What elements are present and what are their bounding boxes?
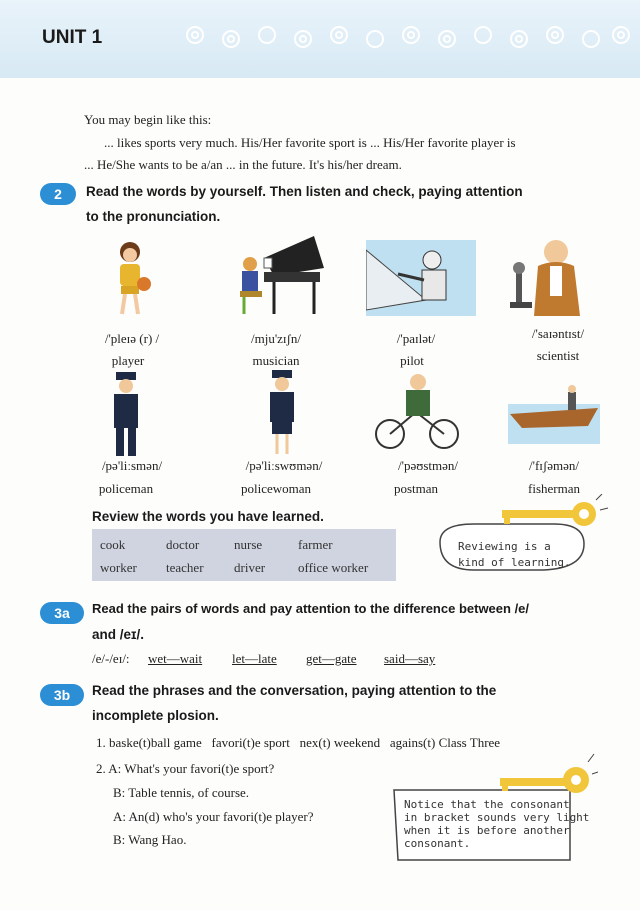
phonetic-fisherman: /'fɪʃəmən/ (529, 458, 579, 473)
policeman-icon (106, 372, 146, 458)
unit-header (0, 0, 640, 78)
review-tip-line-2: kind of learning. (458, 556, 571, 569)
phonetic-policewoman: /pə'liːswʊmən/ (245, 458, 323, 473)
word-scientist: scientist (536, 348, 580, 363)
fisherman-icon (508, 384, 600, 444)
word-musician: musician (252, 353, 300, 368)
section-3b-badge: 3b (40, 684, 84, 706)
review-word: farmer (298, 537, 333, 552)
phonetic-scientist: /'saɪəntɪst/ (531, 326, 585, 341)
tip-line-1: Notice that the consonant (404, 798, 570, 811)
tip-line-3: when it is before another (404, 824, 570, 837)
vowel-pair: get—gate (306, 651, 357, 666)
dialogue-line: A: An(d) who's your favori(t)e player? (113, 809, 314, 824)
word-pilot: pilot (400, 353, 424, 368)
player-icon (100, 238, 160, 318)
phonetic-policeman: /pə'liːsmən/ (101, 458, 163, 473)
dialogue-line: 2. A: What's your favori(t)e sport? (96, 761, 275, 776)
phonetic-postman: /'pəʊstmən/ (397, 458, 459, 473)
section-3a-badge: 3a (40, 602, 84, 624)
intro-line-3: ... He/She wants to be a/an ... in the future. It's his/her dream. (84, 157, 402, 172)
section-2-instruction-2: to the pronunciation. (86, 209, 221, 224)
phrase-list: 1. baske(t)ball game favori(t)e sport nex(t) weekend agains(t) Class Three (96, 735, 501, 750)
section-2-instruction-1: Read the words by yourself. Then listen and check, paying attention (86, 184, 523, 199)
review-word: driver (234, 560, 266, 575)
tip-line-2: in bracket sounds very light (404, 811, 590, 824)
review-title: Review the words you have learned. (92, 509, 324, 524)
tip-line-4: consonant. (404, 837, 471, 850)
scientist-icon (510, 232, 590, 316)
vowel-pair: wet—wait (148, 651, 203, 666)
section-3a-instruction-2: and /eɪ/. (92, 627, 144, 642)
phonetic-player: /'pleɪə (r) / (104, 331, 160, 346)
review-word: worker (100, 560, 137, 575)
vowel-pair: said—say (384, 651, 436, 666)
pilot-icon (366, 240, 476, 316)
intro-line-2: ... likes sports very much. His/Her favorite sport is ... His/Her favorite player is (104, 135, 516, 150)
phonetic-pilot: /'paɪlət/ (396, 331, 436, 346)
musician-icon (234, 228, 334, 318)
unit-title: UNIT 1 (42, 27, 103, 48)
section-2-badge: 2 (40, 183, 76, 205)
postman-icon (372, 372, 462, 452)
review-word: cook (100, 537, 126, 552)
review-word: teacher (166, 560, 204, 575)
phonetic-musician: /mju'zɪʃn/ (250, 331, 301, 346)
review-word-box (92, 529, 396, 581)
policewoman-icon (262, 370, 302, 456)
vowel-pair: let—late (232, 651, 277, 666)
word-policeman: policeman (98, 481, 154, 496)
intro-line-1: You may begin like this: (84, 112, 212, 127)
word-fisherman: fisherman (528, 481, 580, 496)
review-tip-line-1: Reviewing is a (458, 540, 551, 553)
review-word: doctor (166, 537, 200, 552)
section-3b-instruction-1: Read the phrases and the conversation, paying attention to the (92, 683, 497, 698)
section-3b-instruction-2: incomplete plosion. (92, 708, 219, 723)
dialogue-line: B: Wang Hao. (113, 832, 187, 847)
word-policewoman: policewoman (240, 481, 312, 496)
review-word: office worker (298, 560, 369, 575)
section-3a-instruction-1: Read the pairs of words and pay attention to the difference between /e/ (92, 601, 530, 616)
vowel-pair-label: /e/-/eɪ/: (92, 651, 130, 666)
dialogue-line: B: Table tennis, of course. (113, 785, 250, 800)
word-player: player (111, 353, 145, 368)
review-word: nurse (234, 537, 263, 552)
word-postman: postman (393, 481, 439, 496)
